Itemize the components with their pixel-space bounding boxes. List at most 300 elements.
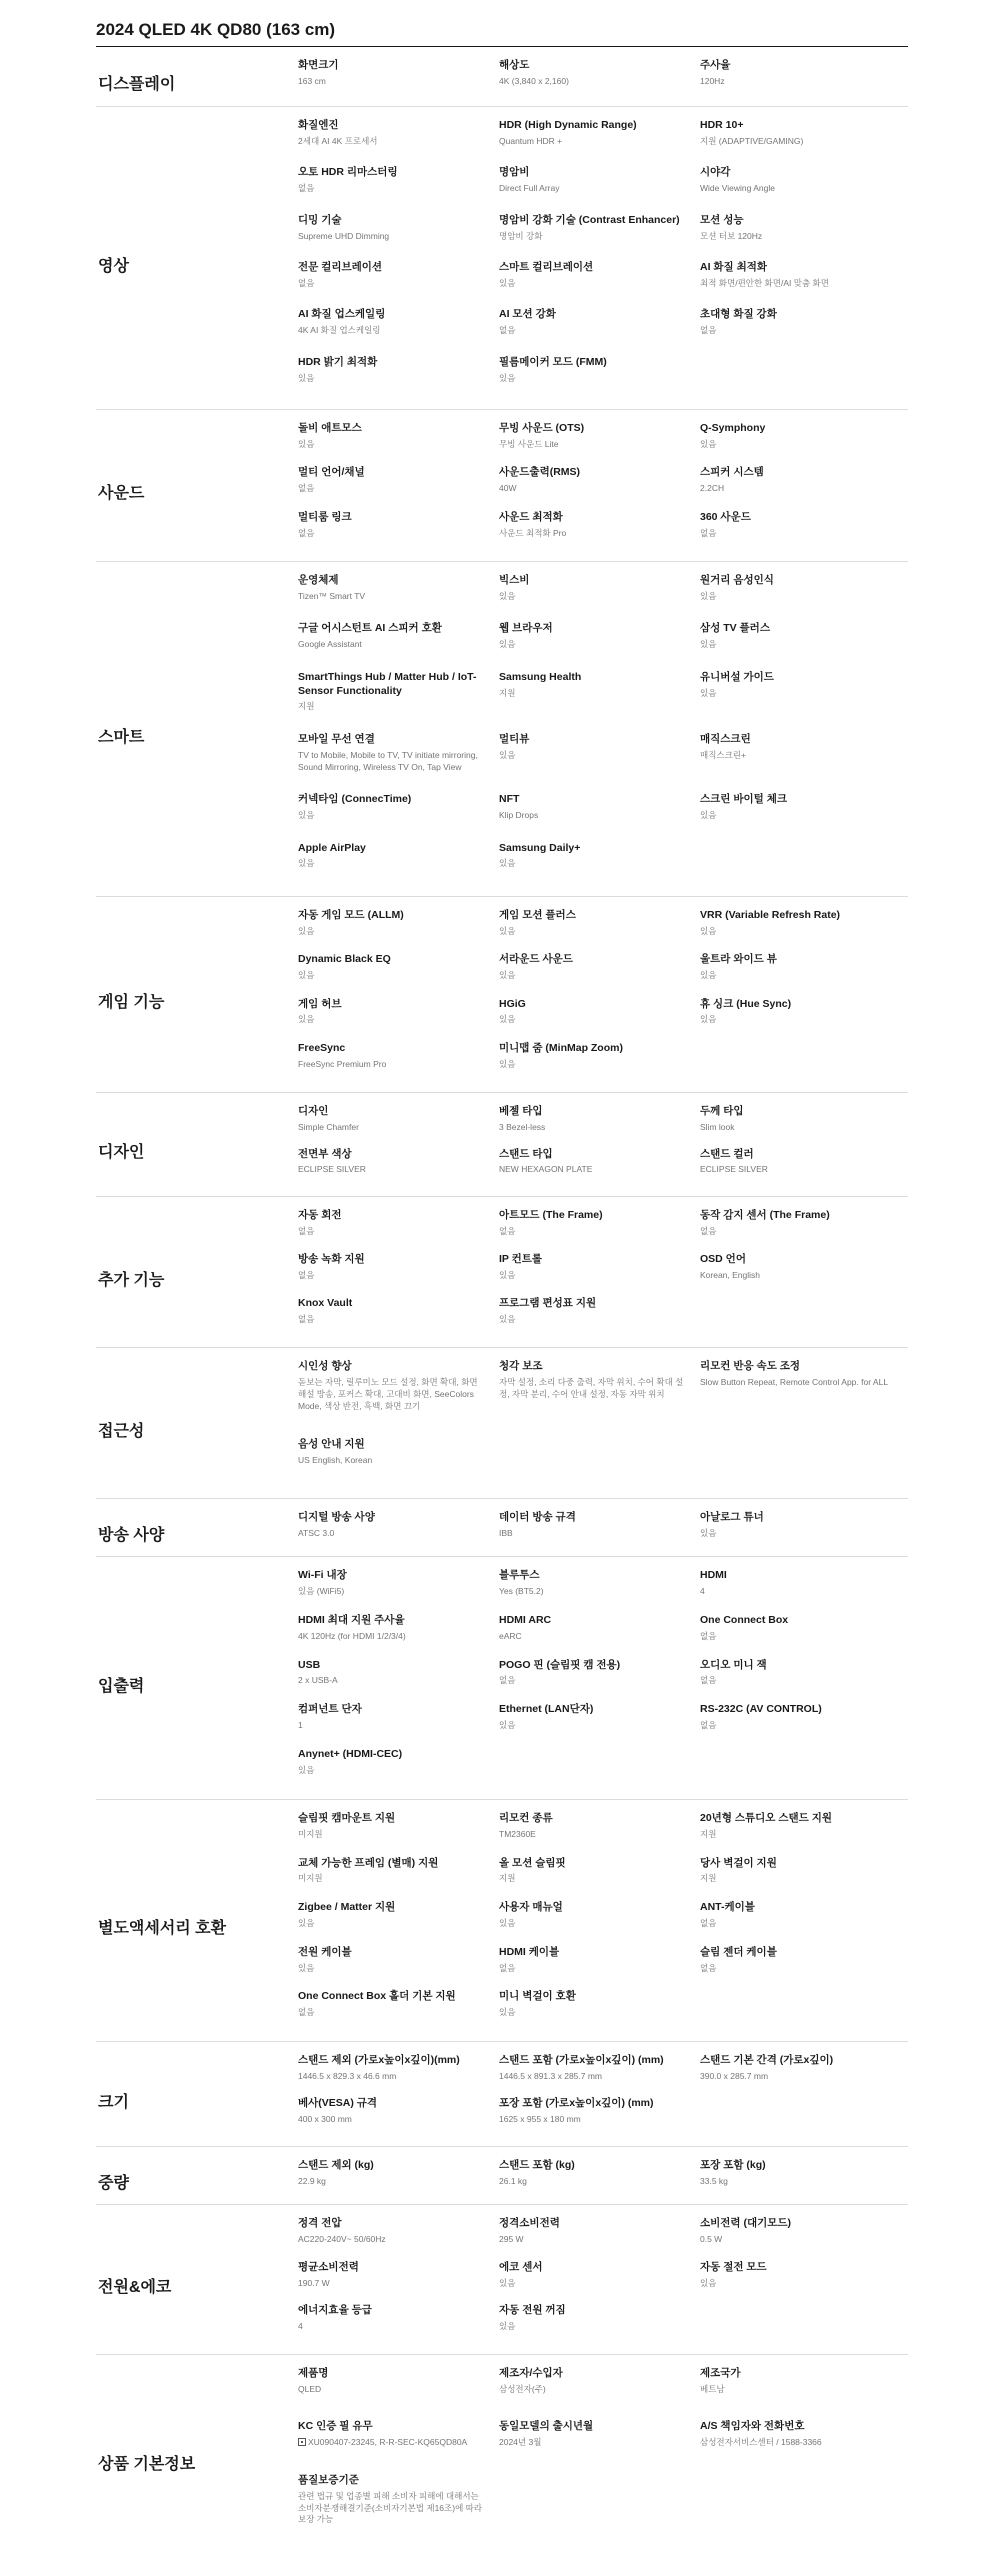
spec-section (96, 1800, 908, 2042)
spec-item (499, 2159, 700, 2188)
spec-grid (298, 59, 908, 106)
spec-item (700, 1569, 908, 1602)
spec-value: 있음 (298, 858, 315, 869)
spec-item (499, 356, 700, 391)
spec-label: Zigbee / Matter 지원 (298, 1901, 396, 1914)
spec-value: 베트남 (700, 2383, 725, 2394)
spec-label: 자동 전원 꺼짐 (499, 2304, 566, 2317)
spec-item (298, 2097, 499, 2128)
spec-label: 블루투스 (499, 1569, 540, 1581)
spec-value: 있음 (700, 925, 717, 936)
spec-value: 390.0 x 285.7 mm (700, 2070, 769, 2081)
spec-item (298, 1946, 499, 1979)
spec-item (700, 308, 908, 343)
spec-item (499, 1105, 700, 1136)
spec-value: 미지원 (298, 1873, 323, 1884)
spec-label: 구글 어시스턴트 AI 스피커 호환 (298, 622, 442, 635)
spec-value: 관련 법규 및 업종별 피해 소비자 피해에 대해서는 소비자분쟁해결기준(소비자기본법 제16조)에 따라 보장 가능 (298, 2490, 483, 2525)
spec-label: 아날로그 튜너 (700, 1511, 764, 1523)
spec-label: 모바일 무선 연결 (298, 732, 375, 745)
spec-sections (96, 47, 908, 2555)
spec-value: 26.1 kg (499, 2175, 527, 2186)
spec-value: 없음 (700, 1630, 717, 1641)
spec-item (700, 2420, 908, 2461)
section-title: 게임 기능 (98, 994, 165, 1011)
spec-section (96, 1093, 908, 1197)
spec-item (298, 59, 499, 88)
spec-label: 삼성 TV 플러스 (700, 622, 770, 635)
spec-item (700, 1253, 908, 1285)
spec-section (96, 2042, 908, 2147)
spec-item (298, 1105, 499, 1136)
spec-label: 서라운드 사운드 (499, 953, 573, 966)
spec-item (700, 671, 908, 721)
spec-value: 없음 (700, 1675, 717, 1686)
spec-value: Korean, English (700, 1269, 761, 1280)
spec-label: 슬림핏 캠마운트 지원 (298, 1812, 396, 1824)
spec-item (298, 1703, 499, 1736)
spec-item (298, 1569, 499, 1602)
spec-value: ECLIPSE SILVER (700, 1164, 768, 1175)
spec-label: HDMI (700, 1569, 727, 1581)
spec-value: XU090407-23245, R-R-SEC-KQ65QD80A (298, 2437, 485, 2449)
spec-label: 컴퍼넌트 단자 (298, 1703, 362, 1716)
spec-item (700, 166, 908, 201)
spec-label: 멀티 언어/채널 (298, 466, 365, 479)
spec-label: 게임 모션 플러스 (499, 909, 576, 921)
spec-label: 멀티뷰 (499, 732, 530, 745)
spec-label: KC 인증 필 유무 (298, 2420, 373, 2433)
spec-label: 자동 게임 모드 (ALLM) (298, 909, 404, 921)
spec-value: 4K AI 화질 업스케일링 (298, 325, 381, 336)
spec-label: 스탠드 포함 (가로x높이x깊이) (mm) (499, 2054, 664, 2066)
spec-item (298, 1209, 499, 1241)
spec-item (499, 2097, 700, 2128)
spec-item (499, 574, 700, 610)
spec-item (700, 1901, 908, 1934)
spec-value: 최적 화면/편안한 화면/AI 맞춤 화면 (700, 277, 829, 288)
spec-item (700, 622, 908, 658)
spec-label: 전면부 색상 (298, 1147, 352, 1160)
spec-item (700, 261, 908, 296)
spec-item (298, 2159, 499, 2188)
spec-grid (298, 2054, 908, 2146)
spec-value: 매직스크린+ (700, 749, 747, 760)
spec-item (298, 1901, 499, 1934)
spec-item (298, 1148, 499, 1179)
spec-item (298, 2261, 499, 2293)
spec-value: 있음 (499, 858, 516, 869)
spec-value: 미지원 (298, 1828, 323, 1839)
spec-label: 사운드출력(RMS) (499, 466, 581, 479)
spec-label: 방송 녹화 지원 (298, 1253, 365, 1265)
spec-value: 없음 (700, 1225, 717, 1236)
spec-item (499, 2420, 700, 2461)
spec-label: 교체 가능한 프레임 (별매) 지원 (298, 1856, 439, 1869)
spec-label: 제조자/수입자 (499, 2367, 563, 2379)
spec-label: AI 화질 최적화 (700, 260, 768, 273)
spec-item (499, 671, 700, 721)
spec-label: 울트라 와이드 뷰 (700, 953, 777, 966)
spec-label: 베젤 타입 (499, 1105, 543, 1117)
spec-label: AI 화질 업스케일링 (298, 308, 386, 321)
spec-label: 자동 회전 (298, 1209, 342, 1221)
spec-value: 있음 (700, 1014, 717, 1025)
spec-label: 스크린 바이털 체크 (700, 793, 787, 806)
spec-item (298, 511, 499, 543)
spec-label: 자동 절전 모드 (700, 2260, 767, 2273)
spec-label: 빅스비 (499, 574, 530, 586)
spec-value: 지원 (298, 701, 315, 712)
spec-value: AC220-240V~ 50/60Hz (298, 2233, 386, 2244)
spec-value: 1 (298, 1720, 303, 1731)
spec-value: 없음 (700, 325, 717, 336)
spec-section (96, 897, 908, 1093)
spec-value: 190.7 W (298, 2277, 330, 2288)
spec-item (700, 511, 908, 543)
spec-value: Simple Chamfer (298, 1121, 359, 1132)
spec-item (298, 1438, 499, 1480)
spec-label: 베사(VESA) 규격 (298, 2097, 378, 2109)
spec-grid (298, 574, 908, 896)
spec-item (700, 1148, 908, 1179)
spec-label: 멀티룸 링크 (298, 510, 352, 523)
spec-item (700, 1812, 908, 1845)
spec-label: Anynet+ (HDMI-CEC) (298, 1748, 403, 1761)
spec-label: HDR 10+ (700, 119, 744, 131)
section-title: 크기 (98, 2093, 129, 2111)
spec-label: 데이터 방송 규격 (499, 1511, 576, 1523)
spec-value: 40W (499, 483, 517, 494)
spec-label: 슬림 젠더 케이블 (700, 1945, 777, 1958)
section-title: 별도액세서리 호환 (98, 1920, 227, 1937)
qr-code-icon (298, 2438, 306, 2446)
spec-value: 있음 (298, 372, 315, 383)
spec-label: AI 모션 강화 (499, 308, 556, 321)
spec-item (499, 59, 700, 88)
spec-value: 2세대 AI 4K 프로세서 (298, 135, 378, 146)
spec-grid (298, 422, 908, 561)
spec-label: 모션 성능 (700, 213, 744, 226)
spec-value: 있음 (298, 925, 315, 936)
spec-grid (298, 1209, 908, 1347)
spec-item (499, 1297, 700, 1329)
spec-value: 있음 (700, 639, 717, 650)
spec-section (96, 2205, 908, 2355)
spec-value: 명암비 강화 (499, 230, 543, 241)
spec-item (499, 1614, 700, 1647)
spec-label: 품질보증기준 (298, 2473, 359, 2486)
spec-label: 돌비 애트모스 (298, 422, 362, 434)
spec-label: FreeSync (298, 1041, 346, 1054)
spec-item (499, 511, 700, 543)
spec-label: 두께 타입 (700, 1105, 744, 1117)
spec-value: 있음 (499, 590, 516, 601)
spec-value: 있음 (499, 639, 516, 650)
spec-value: 있음 (298, 1962, 315, 1973)
spec-item (499, 308, 700, 343)
spec-value: 모션 터보 120Hz (700, 230, 763, 241)
spec-item (700, 1946, 908, 1979)
spec-value: 있음 (499, 277, 516, 288)
spec-label: 스마트 컬리브레이션 (499, 260, 594, 273)
spec-value: 없음 (298, 1269, 315, 1280)
spec-value: 295 W (499, 2233, 524, 2244)
spec-item (298, 166, 499, 201)
spec-label: 정격 전압 (298, 2217, 342, 2229)
spec-item (499, 1253, 700, 1285)
spec-item (700, 1659, 908, 1692)
spec-value: 있음 (298, 1014, 315, 1025)
spec-value: 삼성전자서비스센터 / 1588-3366 (700, 2437, 822, 2448)
spec-value: Direct Full Array (499, 183, 560, 194)
spec-value: 있음 (700, 970, 717, 981)
spec-item (700, 953, 908, 985)
spec-grid (298, 2159, 908, 2204)
spec-label: 제조국가 (700, 2367, 741, 2379)
spec-value: 없음 (298, 1313, 315, 1324)
spec-grid (298, 1812, 908, 2041)
spec-label: 포장 포함 (kg) (700, 2159, 766, 2171)
spec-value: 120Hz (700, 75, 725, 86)
spec-value: 없음 (700, 1962, 717, 1973)
spec-item (499, 1360, 700, 1426)
page-title: 2024 QLED 4K QD80 (163 cm) (96, 20, 908, 47)
spec-item (700, 59, 908, 88)
spec-item (298, 909, 499, 941)
spec-label: 오토 HDR 리마스터링 (298, 166, 398, 179)
spec-value: 없음 (700, 527, 717, 538)
spec-item (499, 1659, 700, 1692)
spec-value: 4 (700, 1585, 705, 1596)
spec-label: 스피커 시스템 (700, 466, 764, 479)
spec-value: 22.9 kg (298, 2175, 326, 2186)
spec-item (499, 2367, 700, 2408)
spec-item (298, 2217, 499, 2249)
spec-label: 명암비 강화 기술 (Contrast Enhancer) (499, 213, 680, 226)
spec-label: 화질엔진 (298, 119, 339, 131)
spec-section (96, 1197, 908, 1348)
spec-grid (298, 909, 908, 1092)
spec-label: 사운드 최적화 (499, 510, 563, 523)
spec-value: 없음 (700, 1918, 717, 1929)
spec-label: Knox Vault (298, 1297, 353, 1309)
spec-label: 필름메이커 모드 (FMM) (499, 355, 607, 368)
spec-label: 디지털 방송 사양 (298, 1511, 375, 1523)
spec-label: 웹 브라우저 (499, 622, 553, 635)
spec-label: 스탠드 타입 (499, 1147, 553, 1160)
spec-item (298, 953, 499, 985)
spec-value: 있음 (499, 2321, 516, 2332)
spec-item (298, 2474, 499, 2539)
spec-item (700, 214, 908, 249)
spec-label: Samsung Health (499, 670, 582, 683)
spec-item (499, 2054, 700, 2085)
spec-value: Klip Drops (499, 810, 539, 821)
spec-label: HDMI ARC (499, 1613, 552, 1626)
spec-label: 커넥타임 (ConnecTime) (298, 793, 412, 806)
spec-label: 스탠드 제외 (kg) (298, 2159, 374, 2171)
spec-label: 미니 벽걸이 호환 (499, 1990, 576, 2003)
spec-value: 없음 (298, 1225, 315, 1236)
spec-section (96, 1348, 908, 1499)
section-title: 스마트 (98, 728, 145, 746)
spec-value: 삼성전자(주) (499, 2383, 546, 2394)
spec-item (700, 733, 908, 781)
spec-label: 미니맵 줌 (MinMap Zoom) (499, 1041, 623, 1054)
spec-label: HGiG (499, 997, 526, 1010)
spec-item (700, 119, 908, 154)
spec-section (96, 47, 908, 107)
spec-label: 초대형 화질 강화 (700, 308, 777, 321)
spec-grid (298, 1360, 908, 1498)
spec-value: 있음 (499, 1313, 516, 1324)
spec-value: 지원 (499, 687, 516, 698)
spec-item (298, 574, 499, 610)
spec-label: 소비전력 (대기모드) (700, 2217, 792, 2229)
spec-label: 매직스크린 (700, 732, 751, 745)
section-title: 디스플레이 (98, 76, 176, 93)
spec-item (298, 733, 499, 781)
spec-value: 없음 (499, 325, 516, 336)
spec-value: 있음 (499, 1918, 516, 1929)
spec-label: 올 모션 슬림핏 (499, 1856, 566, 1869)
spec-value: ATSC 3.0 (298, 1527, 335, 1538)
spec-item (499, 1857, 700, 1890)
spec-item (499, 2304, 700, 2336)
spec-label: One Connect Box (700, 1613, 789, 1626)
spec-value: 1446.5 x 891.3 x 285.7 mm (499, 2070, 603, 2081)
spec-label: 스탠드 포함 (kg) (499, 2159, 575, 2171)
spec-label: 스탠드 컬러 (700, 1147, 754, 1160)
spec-item (298, 671, 499, 721)
spec-label: 명암비 (499, 166, 530, 179)
spec-label: 시인성 향상 (298, 1360, 352, 1372)
spec-item (499, 998, 700, 1030)
spec-label: 에코 센서 (499, 2260, 543, 2273)
spec-value: 2024년 3월 (499, 2437, 542, 2448)
spec-item (499, 1569, 700, 1602)
spec-item (298, 622, 499, 658)
spec-label: POGO 핀 (슬림핏 캠 전용) (499, 1658, 621, 1671)
spec-label: 전원 케이블 (298, 1945, 352, 1958)
spec-section (96, 2355, 908, 2555)
spec-label: 당사 벽걸이 지원 (700, 1856, 777, 1869)
spec-item (298, 1659, 499, 1692)
spec-item (298, 1812, 499, 1845)
spec-value: 4K 120Hz (for HDMI 1/2/3/4) (298, 1630, 406, 1641)
spec-value: 사운드 최적화 Pro (499, 527, 567, 538)
spec-value: 없음 (298, 277, 315, 288)
spec-item (499, 1703, 700, 1736)
spec-value: 0.5 W (700, 2233, 723, 2244)
spec-label: HDMI 케이블 (499, 1945, 560, 1958)
spec-item (298, 261, 499, 296)
spec-label: 원거리 음성인식 (700, 574, 774, 586)
spec-item (298, 1360, 499, 1426)
spec-value: 2.2CH (700, 483, 725, 494)
spec-item (499, 2217, 700, 2249)
spec-value: 있음 (499, 2277, 516, 2288)
spec-item (499, 793, 700, 829)
spec-value: 1625 x 955 x 180 mm (499, 2113, 581, 2124)
spec-value: 있음 (700, 2277, 717, 2288)
spec-item (298, 119, 499, 154)
spec-value: 돋보는 자막, 릴루미노 모드 설정, 화면 확대, 화면해설 방송, 포커스 확대, 고대비 화면, SeeColors Mode, 색상 반전, 흑백, 화면 끄기 (298, 1376, 478, 1411)
spec-item (499, 1901, 700, 1934)
spec-label: 평균소비전력 (298, 2260, 359, 2273)
section-title: 입출력 (98, 1677, 145, 1695)
spec-item (700, 1105, 908, 1136)
spec-item (298, 793, 499, 829)
spec-item (499, 909, 700, 941)
spec-label: One Connect Box 홀더 기본 지원 (298, 1990, 456, 2003)
spec-item (700, 1614, 908, 1647)
spec-item (499, 466, 700, 498)
spec-label: 시야각 (700, 166, 731, 179)
spec-item (499, 842, 700, 878)
spec-grid (298, 119, 908, 409)
spec-label: 디밍 기술 (298, 213, 342, 226)
spec-value: 있음 (700, 810, 717, 821)
spec-value: TV to Mobile, Mobile to TV, TV initiate mirroring, Sound Mirroring, Wireless TV On, Tap View (298, 749, 478, 772)
spec-value: 있음 (700, 1527, 717, 1538)
spec-value: Slim look (700, 1121, 735, 1132)
spec-value: 지원 (700, 1873, 717, 1884)
spec-item (499, 1511, 700, 1540)
spec-item (700, 1209, 908, 1241)
spec-item (499, 1148, 700, 1179)
spec-value: 있음 (298, 810, 315, 821)
spec-label: 정격소비전력 (499, 2217, 560, 2229)
spec-value: ECLIPSE SILVER (298, 1164, 366, 1175)
spec-label: 오디오 미니 잭 (700, 1658, 767, 1671)
spec-item (499, 1209, 700, 1241)
spec-item (700, 422, 908, 454)
spec-item (700, 2217, 908, 2249)
spec-value: 없음 (298, 183, 315, 194)
spec-label: A/S 책임자와 전화번호 (700, 2420, 805, 2433)
spec-section (96, 410, 908, 562)
spec-label: 유니버설 가이드 (700, 670, 774, 683)
spec-item (298, 356, 499, 391)
spec-value: FreeSync Premium Pro (298, 1058, 387, 1069)
spec-value: 있음 (499, 1014, 516, 1025)
spec-section (96, 107, 908, 410)
spec-value: eARC (499, 1630, 522, 1641)
spec-item (700, 2054, 908, 2085)
spec-label: Samsung Daily+ (499, 841, 581, 854)
spec-item (700, 793, 908, 829)
spec-value: 있음 (700, 687, 717, 698)
spec-value: 없음 (700, 1720, 717, 1731)
section-title: 중량 (98, 2175, 129, 2192)
spec-value: 지원 (ADAPTIVE/GAMING) (700, 135, 804, 146)
spec-value: 없음 (298, 2007, 315, 2018)
spec-label: 리모컨 반응 속도 조정 (700, 1360, 801, 1372)
spec-value: 없음 (499, 1675, 516, 1686)
spec-label: Apple AirPlay (298, 841, 366, 854)
spec-label: 청각 보조 (499, 1360, 543, 1372)
section-title: 상품 기본정보 (98, 2455, 196, 2473)
spec-label: 무빙 사운드 (OTS) (499, 422, 585, 434)
spec-label: 사용자 매뉴얼 (499, 1901, 563, 1914)
spec-value: 있음 (499, 749, 516, 760)
spec-value: 있음 (499, 1269, 516, 1280)
spec-item (499, 422, 700, 454)
spec-label: 해상도 (499, 59, 530, 71)
spec-item (298, 2304, 499, 2336)
